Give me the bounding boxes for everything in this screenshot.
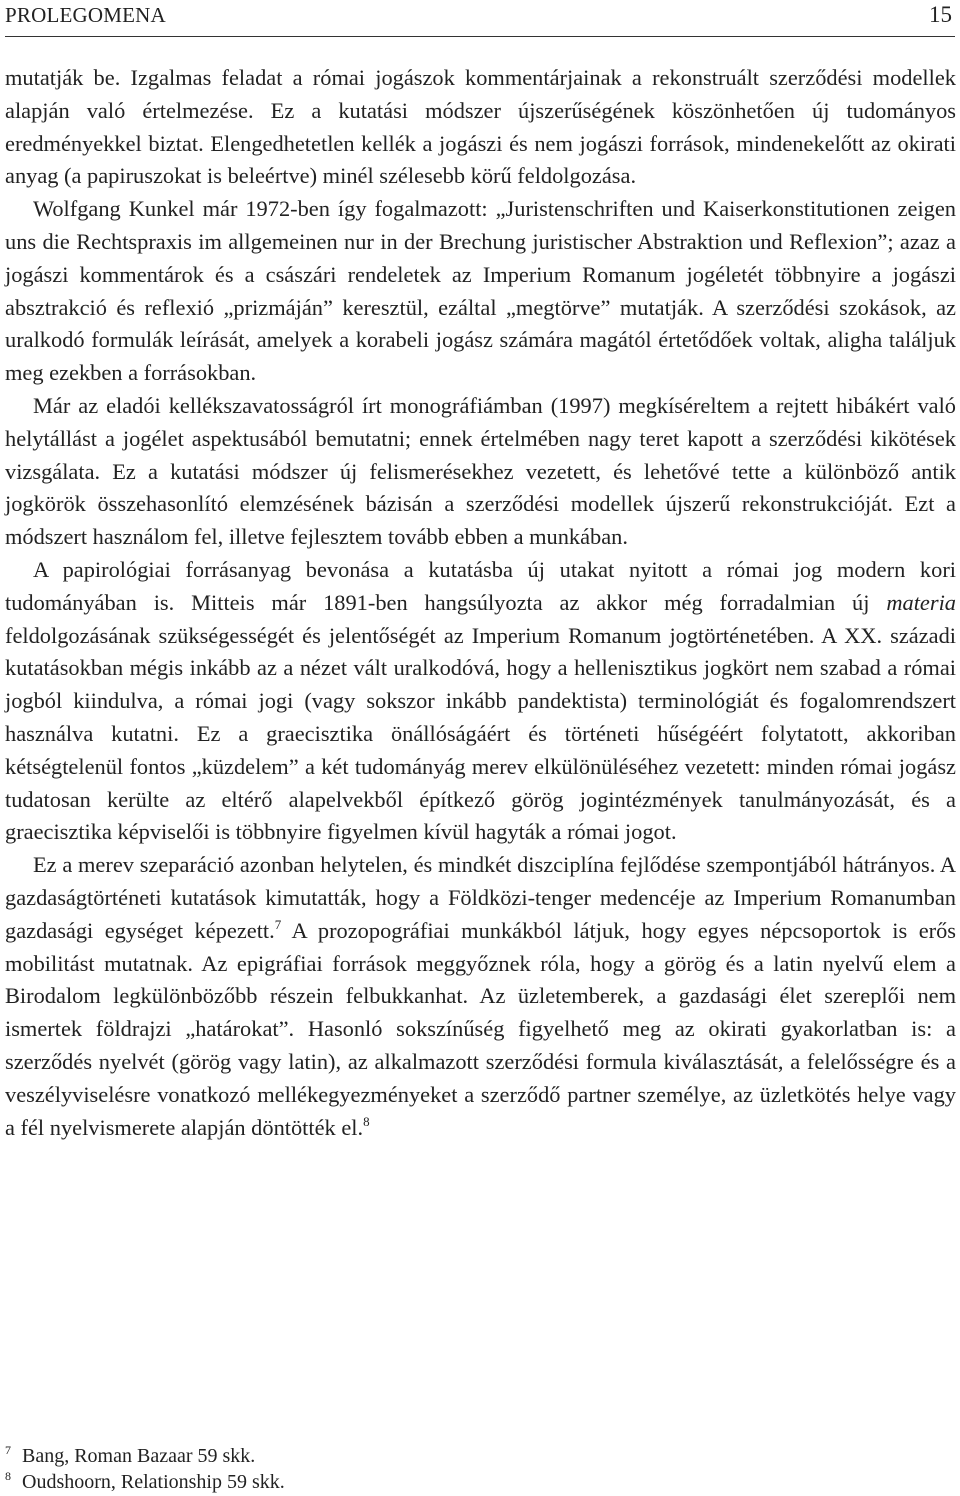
paragraph-5-text-a: Ez a merev szeparáció azonban helytelen, és mindkét diszciplína fejlődése szempontjából hátrányos. A gazdaságtörténeti kutatások kimutatták, hogy a Földközi-tenger medencéje az Imperium Romanumban gazdasági egységet képezett. <box>5 852 956 943</box>
footnote-8 <box>5 1469 905 1495</box>
footnote-text: Oudshoorn, Relationship 59 skk. <box>22 1471 285 1493</box>
page-number: 15 <box>929 2 952 27</box>
paragraph-5-text-b: A prozopográfiai munkákból látjuk, hogy egyes népcsoportok is erős mobilitást mutatnak. Az epigráfiai források meggyőznek róla, hogy a görög és a latin nyelvű elem a Birodalom legkülönbözőbb részein felbukkanhat. Az üzletemberek, a gazdasági élet szereplői nem ismertek földrajzi „határokat”. Hasonló sokszínűség figyelhető meg az okirati gyakorlatban is: a szerződés nyelvét (görög vagy latin), az alkalmazott szerződési formula kiválasztását, a felelősségre és a veszélyviselésre vonatkozó mellékegyezményeket a szerződő partner személye, az üzletkötés helye vagy a fél nyelvismerete alapján döntötték el. <box>5 917 957 1140</box>
footnote-7 <box>5 1443 905 1469</box>
main-text <box>5 62 956 1144</box>
paragraph-3: Már az eladói kellékszavatosságról írt monográfiámban (1997) megkíséreltem a rejtett hibákért való helytállást a jogélet aspektusából bemutatni; ennek értelmében nagy teret kapott a szerződési kikötések vizsgálata. Ez a kutatási módszer új felismerésekhez vezetett, és lehetővé tette a különböző antik jogkörök összehasonlító elemzésének bázisán a szerződési modellek újszerű rekonstrukcióját. Ezt a módszert használom fel, illetve fejlesztem tovább ebben a munkában. <box>5 392 956 550</box>
footnote-mark: 8 <box>5 1469 11 1483</box>
italic-term: materia <box>886 589 956 615</box>
paragraph-1: mutatják be. Izgalmas feladat a római jogászok kommentárjainak a rekonstruált szerződési modellek alapján való értelmezése. Ez a kutatási módszer újszerűségének köszönhetően új tudományos eredményekkel biztat. Elengedhetetlen kellék a jogászi és nem jogászi források, mindenekelőtt az okirati anyag (a papiruszokat is beleértve) minél szélesebb körű feldolgozása. <box>5 65 956 189</box>
footnotes <box>5 1443 905 1495</box>
paragraph-4-text-a: A papirológiai forrásanyag bevonása a kutatásba új utakat nyitott a római jog modern kori tudományában is. Mitteis már 1891-ben hangsúlyozta az akkor még forradalmian új <box>5 556 956 615</box>
running-title: PROLEGOMENA <box>5 3 166 27</box>
paragraph-2: Wolfgang Kunkel már 1972-ben így fogalmazott: „Juristenschriften und Kaiserkonstitutionen zeigen uns die Rechtspraxis im allgemeinen nur in der Brechung juristischer Abstraktion und Reflexion”; azaz a jogászi kommentárok és a császári rendeletek az Imperium Romanum jogéletét többnyire a jogászi absztrakció és reflexió „prizmáján” keresztül, ezáltal „megtörve” mutatják. A szerződési szokások, az uralkodó formulák leírását, amelyek a korabeli jogász számára magától értetődőek voltak, aligha találjuk meg ezekben a forrásokban. <box>5 196 956 386</box>
footnote-ref-7[interactable]: 7 <box>274 916 282 932</box>
footnote-text: Bang, Roman Bazaar 59 skk. <box>22 1445 256 1467</box>
paragraph-4-text-b: feldolgozásának szükségességét és jelentőségét az Imperium Romanum jogtörténetében. A XX. századi kutatásokban mégis inkább az a nézet vált uralkodóvá, hogy a hellenisztikus jogkört nem szabad a római jogból kiindulva, a római jogi (vagy sokszor inkább pandektista) terminológiát és fogalomrendszert használva kutatni. Ez a graecisztika önállóságáért és történeti hűségéért folytatott, akkoriban kétségtelenül fontos „küzdelem” a két tudományág merev elkülönüléséhez vezetett: minden római jogász tudatosan kerülte az eltérő alapelvekből építkező görög jogintézmények tanulmányozását, és a graecisztika képviselői is többnyire figyelmen kívül hagyták a római jogot. <box>5 622 956 845</box>
footnote-mark: 7 <box>5 1443 11 1457</box>
paragraph-4 <box>5 554 956 849</box>
paragraph-5 <box>5 849 956 1144</box>
footnote-ref-8[interactable]: 8 <box>363 1113 370 1129</box>
running-header <box>5 0 955 37</box>
